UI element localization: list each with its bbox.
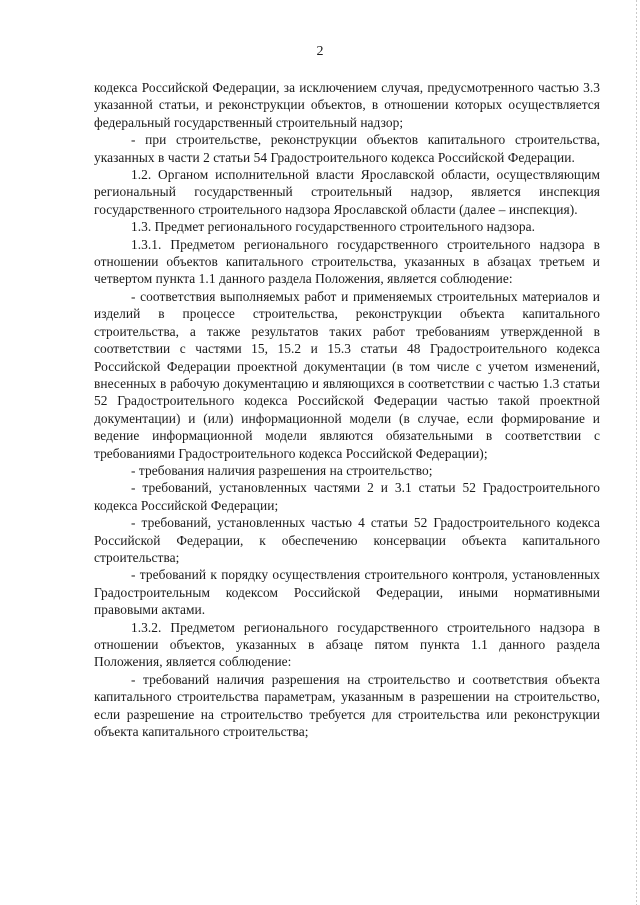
paragraph-continuation: кодекса Российской Федерации, за исключением случая, предусмотренного частью 3.3 указанной статьи, и реконструкции объектов, в отношении которых осуществляется федеральный государственный строительный надзор; <box>94 80 600 130</box>
list-item-parts-2-3-1: - требований, установленных частями 2 и 3.1 статьи 52 Градостроительного кодекса Российской Федерации; <box>94 480 600 513</box>
clause-1-2: 1.2. Органом исполнительной власти Ярославской области, осуществляющим региональный государственный строительный надзор, является инспекция государственного строительного надзора Ярославской области (далее – инспекция). <box>94 167 600 217</box>
document-body <box>94 79 600 740</box>
list-item-conservation: - требований, установленных частью 4 статьи 52 Градостроительного кодекса Российской Федерации, к обеспечению консервации объекта капитального строительства; <box>94 515 600 565</box>
scan-edge <box>636 0 637 905</box>
list-item-permit-parameters: - требований наличия разрешения на строительство и соответствия объекта капитального строительства параметрам, указанным в разрешении на строительство, если разрешение на строительство требуется для строительства или реконструкции объекта капитального строительства; <box>94 671 600 740</box>
clause-1-3-heading: 1.3. Предмет регионального государственного строительного надзора. <box>131 219 535 235</box>
list-item-construction-control: - требований к порядку осуществления строительного контроля, установленных Градостроительным кодексом Российской Федерации, иными нормативными правовыми актами. <box>94 567 600 618</box>
page-number: 2 <box>316 44 324 59</box>
list-item-conformity: - соответствия выполняемых работ и применяемых строительных материалов и изделий в процессе строительства, реконструкции объекта капитального строительства, а также результатов таких работ требованиям утвержденной в соответствии с частями 15, 15.2 и 15.3 статьи 48 Градостроительного кодекса Российской Федерации проектной документации (в том числе с учетом изменений, внесенных в рабочую документацию и являющихся в соответствии с частью 1.3 статьи 52 Градостроительного кодекса Российской Федерации частью такой проектной документации) и (или) информационной модели (в случае, если формирование и ведение информационной модели являются обязательными в соответствии с требованиями Градостроительного кодекса Российской Федерации); <box>94 288 600 461</box>
clause-1-3-1: 1.3.1. Предметом регионального государственного строительного надзора в отношении объектов капитального строительства, указанных в абзацах третьем и четвертом пункта 1.1 данного раздела Положения, является соблюдение: <box>94 236 600 287</box>
list-item-construction: - при строительстве, реконструкции объектов капитального строительства, указанных в части 2 статьи 54 Градостроительного кодекса Российской Федерации. <box>94 132 600 165</box>
list-item-permit: - требования наличия разрешения на строительство; <box>131 462 433 478</box>
clause-1-3-2: 1.3.2. Предметом регионального государственного строительного надзора в отношении объектов, указанных в абзаце пятом пункта 1.1 данного раздела Положения, является соблюдение: <box>94 619 600 670</box>
